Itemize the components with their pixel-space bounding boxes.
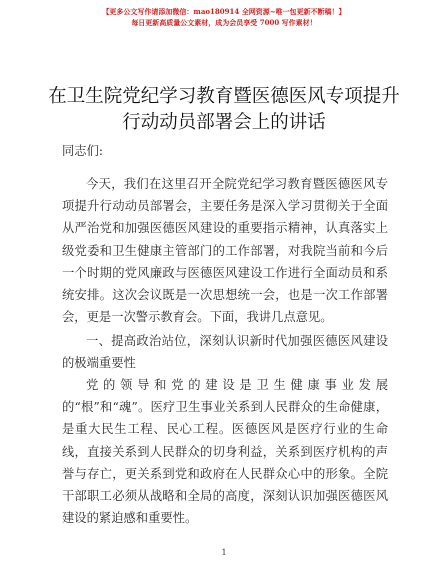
page-number: 1 <box>221 548 227 557</box>
section-heading-1: 一、提高政治站位，深刻认识新时代加强医德医风建设的极端重要性 <box>62 334 388 371</box>
promo-banner <box>0 6 448 28</box>
paragraph-intro: 今天，我们在这里召开全院党纪学习教育暨医德医风专项提升行动动员部署会，主要任务是深入学习贯彻关于全面从严治党和加强医德医风建设的重要指示精神，认真落实上级党委和卫生健康主管部门的工作部署，对我院当前和今后一个时期的党风廉政与医德医风建设工作进行全面动员和系统安排。这次会议既是一次思想统一会，也是一次工作部署会，更是一次警示教育会。下面，我讲几点意见。 <box>62 177 388 325</box>
greeting: 同志们: <box>62 144 104 158</box>
document-title: 在卫生院党纪学习教育暨医德医风专项提升行动动员部署会上的讲话 <box>48 86 400 133</box>
promo-banner-line1: 【更多公文写作请添加微信：mao180914 全网资源~唯一包更新不断稿！】 <box>102 7 346 16</box>
paragraph-section-1: 党的领导和党的建设是卫生健康事业发展的“根”和“魂”。医疗卫生事业关系到人民群众的生命健康，是重大民生工程、民心工程。医德医风是医疗行业的生命线，直接关系到人民群众的切身利益，关系到医疗机构的声誉与存亡，更关系到党和政府在人民群众心中的形象。全院干部职工必须从战略和全局的高度，深刻认识加强医德医风建设的紧迫感和重要性。 <box>62 378 388 526</box>
promo-banner-line2: 每日更新高质量公文素材，成为会员享受 7000 写作素材！ <box>131 18 317 27</box>
